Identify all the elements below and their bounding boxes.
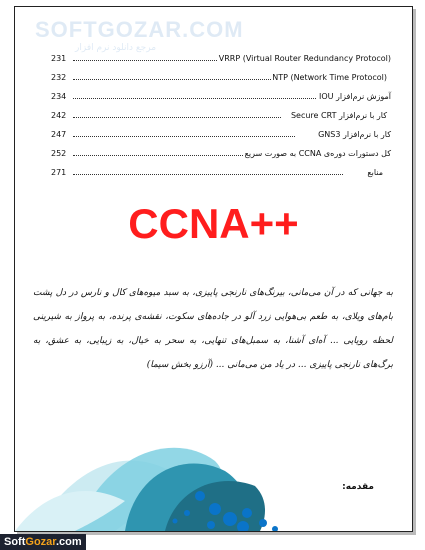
toc-page-number: 242 (51, 111, 67, 120)
toc-entry (35, 70, 391, 89)
introduction-heading: مقدمه: (342, 482, 374, 492)
table-of-contents (35, 51, 391, 184)
badge-prefix: Soft (4, 536, 26, 548)
toc-leader-dots (73, 98, 316, 99)
toc-title: آموزش نرم‌افزار IOU (318, 92, 391, 101)
toc-page-number: 247 (51, 130, 67, 139)
toc-title: کار با نرم‌افزار Secure CRT (290, 111, 387, 120)
toc-title: کل دستورات دوره‌ی CCNA به صورت سریع (244, 149, 391, 158)
ccna-logo: CCNA++ (128, 200, 299, 247)
document-page (14, 6, 413, 532)
toc-leader-dots (73, 136, 295, 137)
toc-leader-dots (73, 174, 343, 175)
dedication-text: به جهانی که در آن می‌مانی، بیرنگ‌های نارنجی پاییزی، به سبد میوه‌های کال و نارس در دل پشت بام‌های ویلای، به طعم بی‌هوایی زرد آلو در جاده‌های سکوت، نقشه‌ی پرنده، به پرواز به شیرینی لحظه رویایی ... آه‌ای آشنا، به سمبل‌های تنهایی، به سحر به خیال، به زیبایی، به عشق، به برگ‌های نارنجی پاییزی ... در یاد من می‌مانی ... (آرزو بخش سیما) (33, 288, 393, 370)
toc-page-number: 252 (51, 149, 67, 158)
toc-entry (35, 51, 391, 70)
toc-entry (35, 165, 391, 184)
badge-accent: Gozar (25, 536, 56, 548)
badge-suffix: .com (55, 536, 82, 548)
toc-title: کار با نرم‌افزار GNS3 (318, 130, 391, 139)
toc-page-number: 271 (51, 168, 67, 177)
toc-page-number: 232 (51, 73, 67, 82)
toc-page-number: 231 (51, 54, 67, 63)
toc-entry (35, 146, 391, 165)
toc-entry (35, 89, 391, 108)
toc-title: NTP (Network Time Protocol) (272, 73, 387, 82)
softgozar-badge (0, 534, 86, 550)
toc-page-number: 234 (51, 92, 67, 101)
toc-leader-dots (73, 79, 285, 80)
toc-leader-dots (73, 155, 243, 156)
toc-entry (35, 108, 391, 127)
watermark-subtitle: مرجع دانلود نرم افزار (75, 43, 157, 53)
decorative-flower-graphic (15, 401, 412, 531)
toc-title: VRRP (Virtual Router Redundancy Protocol) (218, 54, 391, 63)
toc-title: منابع (367, 168, 383, 177)
toc-entry (35, 127, 391, 146)
watermark: SOFTGOZAR.COM (35, 17, 244, 42)
toc-leader-dots (73, 117, 281, 118)
